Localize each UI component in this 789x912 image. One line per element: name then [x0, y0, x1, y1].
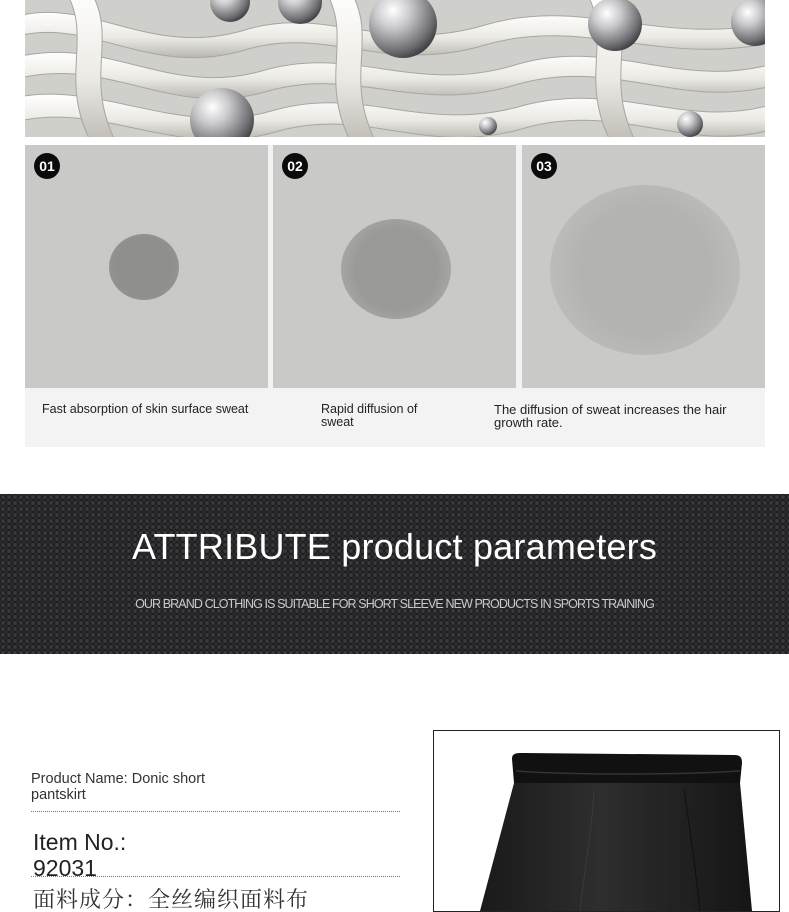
sweat-panel-1	[25, 145, 268, 388]
item-number-label: Item No.:	[33, 829, 127, 855]
panel-caption-2: Rapid diffusion of sweat	[321, 402, 418, 429]
step-badge-02: 02	[282, 153, 308, 179]
panel-caption-1: Fast absorption of skin surface sweat	[42, 402, 249, 416]
dotted-divider	[31, 876, 400, 877]
product-name: Product Name: Donic short pantskirt	[31, 771, 206, 803]
product-photo-frame	[433, 730, 780, 912]
attribute-banner	[0, 494, 789, 654]
step-badge-01: 01	[34, 153, 60, 179]
dotted-divider	[31, 811, 400, 812]
step-badge-03: 03	[531, 153, 557, 179]
item-number-value: 92031	[33, 855, 97, 881]
sweat-panel-2	[273, 145, 516, 388]
sweat-spot-medium	[341, 219, 451, 319]
woven-fiber-with-steel-balls-image	[25, 0, 765, 137]
banner-title: ATTRIBUTE product parameters	[131, 526, 658, 567]
black-skort-photo	[434, 731, 779, 911]
sweat-spot-large	[550, 185, 740, 355]
sweat-test-panels	[25, 145, 765, 447]
panel-caption-3: The diffusion of sweat increases the hair growth rate.	[494, 402, 727, 430]
banner-subtitle: OUR BRAND CLOTHING IS SUITABLE FOR SHORT SLEEVE NEW PRODUCTS IN SPORTS TRAINING	[135, 597, 654, 611]
sweat-spot-small	[109, 234, 179, 300]
hero-fabric-image	[25, 0, 765, 137]
fabric-composition-text: 面料成分：全丝编织面料布	[33, 887, 310, 912]
sweat-panel-3	[522, 145, 765, 388]
